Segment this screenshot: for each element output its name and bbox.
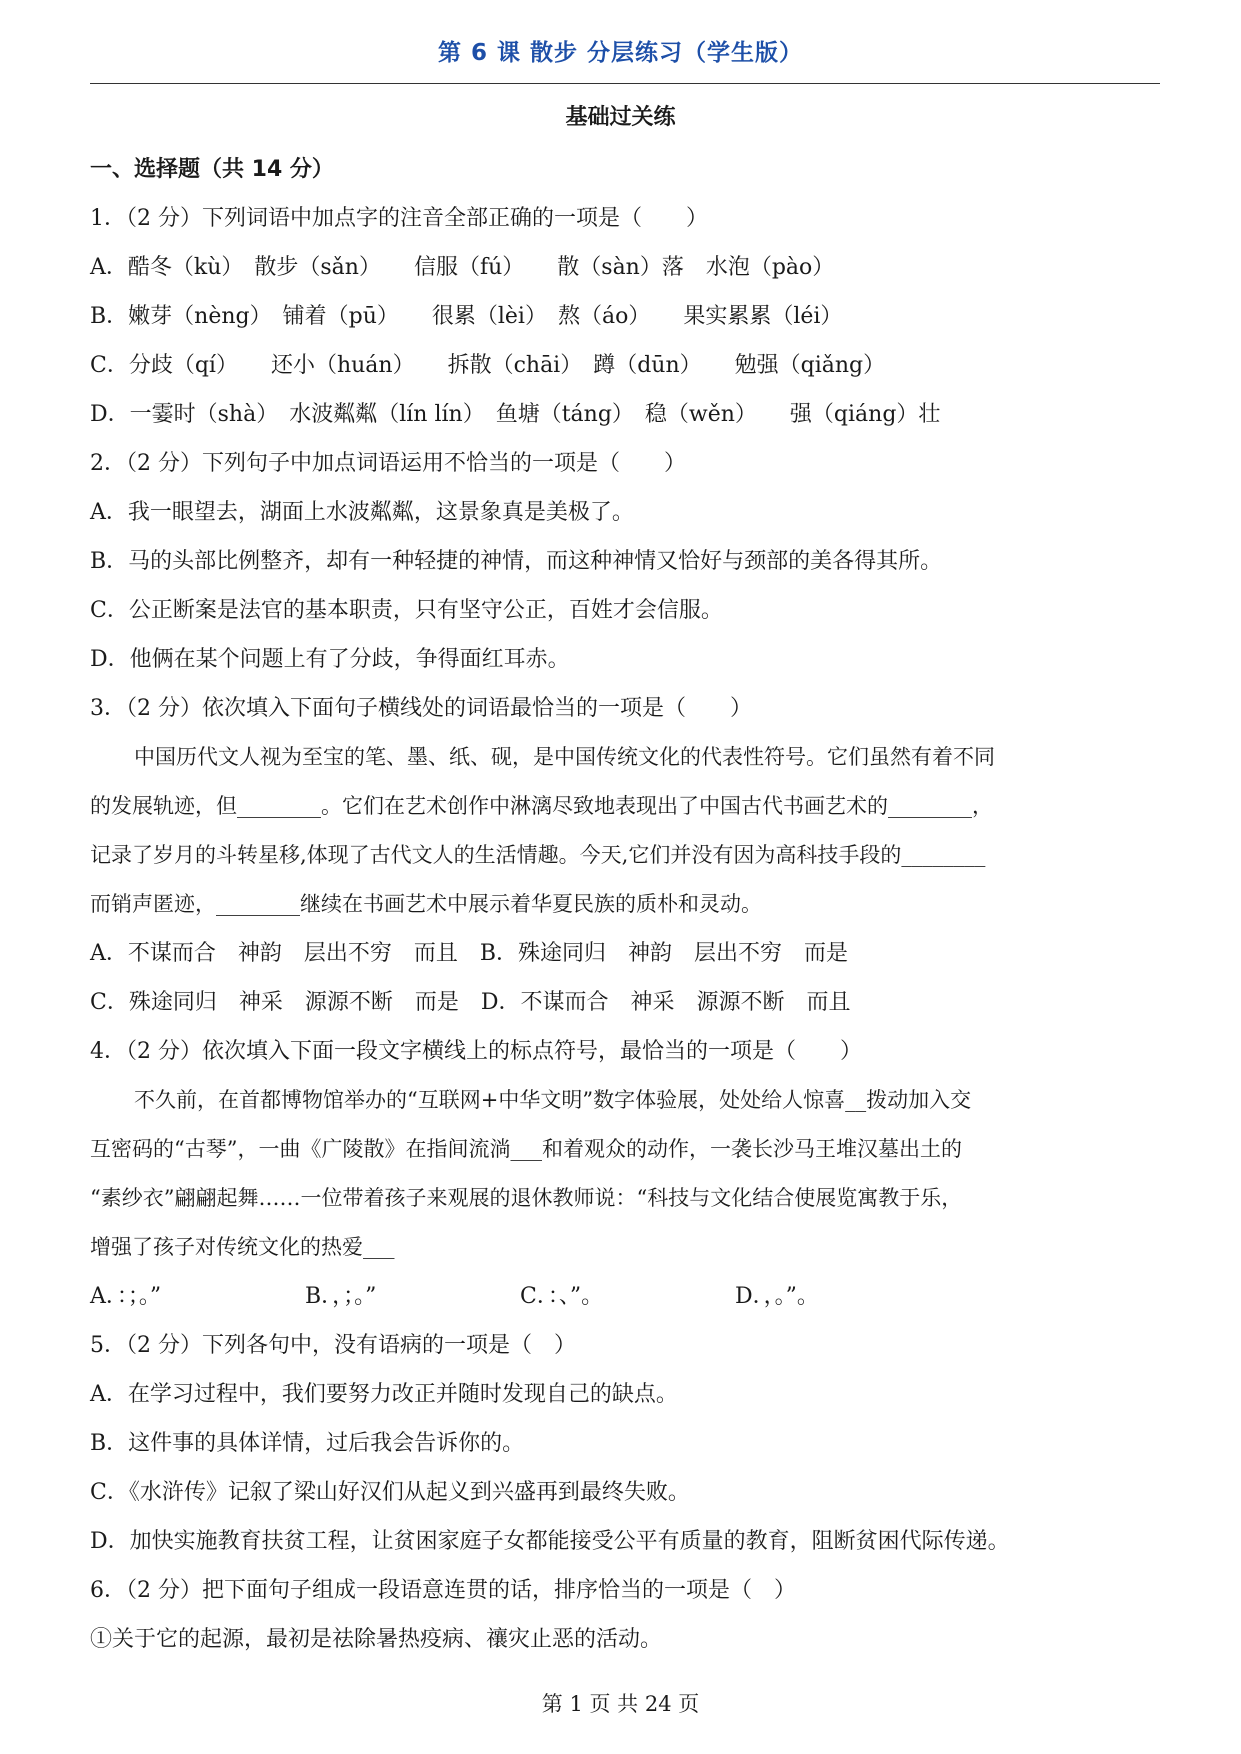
q3-passage-line-4: 而销声匿迹，________继续在书画艺术中展示着华夏民族的质朴和灵动。 bbox=[90, 892, 762, 916]
q6-sentence-1: ①关于它的起源，最初是祛除暑热疫病、禳灾止恶的活动。 bbox=[90, 1627, 663, 1652]
page-header-title: 第 6 课 散步 分层练习（学生版） bbox=[437, 40, 804, 66]
page-footer: 第 1 页 共 24 页 bbox=[541, 1692, 700, 1716]
q4-passage-line-2: 互密码的“古琴”，一曲《广陵散》在指间流淌___和着观众的动作，一袭长沙马王堆汉墓出土的 bbox=[90, 1137, 962, 1161]
q1-option-a: A．酷冬（kù） 散步（sǎn） 信服（fú） 散（sàn）落 水泡（pào） bbox=[90, 255, 835, 280]
q5-option-c: C．《水浒传》记叙了梁山好汉们从起义到兴盛再到最终失败。 bbox=[90, 1480, 690, 1505]
q6-stem: 6．（2 分）把下面句子组成一段语意连贯的话，排序恰当的一项是（ ） bbox=[90, 1578, 796, 1603]
q1-option-b: B．嫩芽（nèng） 铺着（pū） 很累（lèi） 熬（áo） 果实累累（léi） bbox=[90, 304, 843, 329]
question-content bbox=[90, 145, 1160, 1664]
part-title: 一、选择题（共 14 分） bbox=[90, 157, 334, 182]
q5-option-b: B．这件事的具体详情，过后我会告诉你的。 bbox=[90, 1431, 525, 1456]
q3-stem: 3．（2 分）依次填入下面句子横线处的词语最恰当的一项是（ ） bbox=[90, 696, 752, 721]
q4-option-c: C．：、”。 bbox=[520, 1284, 604, 1309]
q4-option-a: A．：；。” bbox=[90, 1284, 162, 1309]
section-title: 基础过关练 bbox=[565, 105, 676, 130]
q2-option-a: A．我一眼望去，湖面上水波粼粼，这景象真是美极了。 bbox=[90, 500, 634, 525]
q4-option-b: B．，；。” bbox=[305, 1284, 377, 1309]
q1-option-c: C．分歧（qí） 还小（huán） 拆散（chāi） 蹲（dūn） 勉强（qiǎng） bbox=[90, 353, 886, 378]
q2-option-c: C．公正断案是法官的基本职责，只有坚守公正，百姓才会信服。 bbox=[90, 598, 723, 623]
q4-passage-line-1: 不久前，在首都博物馆举办的“互联网+中华文明”数字体验展，处处给人惊喜__拨动加入交 bbox=[134, 1088, 972, 1112]
q5-option-d: D．加快实施教育扶贫工程，让贫困家庭子女都能接受公平有质量的教育，阻断贫困代际传递。 bbox=[90, 1529, 1010, 1554]
q3-passage-line-2: 的发展轨迹，但________。它们在艺术创作中淋漓尽致地表现出了中国古代书画艺术的________， bbox=[90, 794, 993, 818]
q2-stem: 2．（2 分）下列句子中加点词语运用不恰当的一项是（ ） bbox=[90, 451, 686, 476]
q3-options-ab: A．不谋而合 神韵 层出不穷 而且 B．殊途同归 神韵 层出不穷 而是 bbox=[90, 941, 849, 966]
q3-passage-line-3: 记录了岁月的斗转星移,体现了古代文人的生活情趣。今天,它们并没有因为高科技手段的________ bbox=[90, 843, 986, 867]
q3-options-cd: C．殊途同归 神采 源源不断 而是 D．不谋而合 神采 源源不断 而且 bbox=[90, 990, 851, 1015]
q3-passage-line-1: 中国历代文人视为至宝的笔、墨、纸、砚，是中国传统文化的代表性符号。它们虽然有着不同 bbox=[134, 745, 995, 769]
q4-stem: 4．（2 分）依次填入下面一段文字横线上的标点符号，最恰当的一项是（ ） bbox=[90, 1039, 862, 1064]
q4-options bbox=[90, 1272, 1160, 1321]
q2-option-b: B．马的头部比例整齐，却有一种轻捷的神情，而这种神情又恰好与颈部的美各得其所。 bbox=[90, 549, 943, 574]
q1-option-d: D．一霎时（shà） 水波粼粼（lín lín） 鱼塘（táng） 稳（wěn） 强（qiáng）壮 bbox=[90, 402, 941, 427]
q4-option-d: D．，。”。 bbox=[735, 1284, 819, 1309]
q4-passage-line-3: “素纱衣”翩翩起舞……一位带着孩子来观展的退休教师说：“科技与文化结合使展览寓教于乐， bbox=[90, 1186, 963, 1210]
q2-option-d: D．他俩在某个问题上有了分歧，争得面红耳赤。 bbox=[90, 647, 570, 672]
q5-option-a: A．在学习过程中，我们要努力改正并随时发现自己的缺点。 bbox=[90, 1382, 678, 1407]
header-divider bbox=[90, 83, 1160, 84]
q1-stem: 1．（2 分）下列词语中加点字的注音全部正确的一项是（ ） bbox=[90, 206, 708, 231]
q5-stem: 5．（2 分）下列各句中，没有语病的一项是（ ） bbox=[90, 1333, 576, 1358]
q4-passage-line-4: 增强了孩子对传统文化的热爱___ bbox=[90, 1235, 395, 1259]
